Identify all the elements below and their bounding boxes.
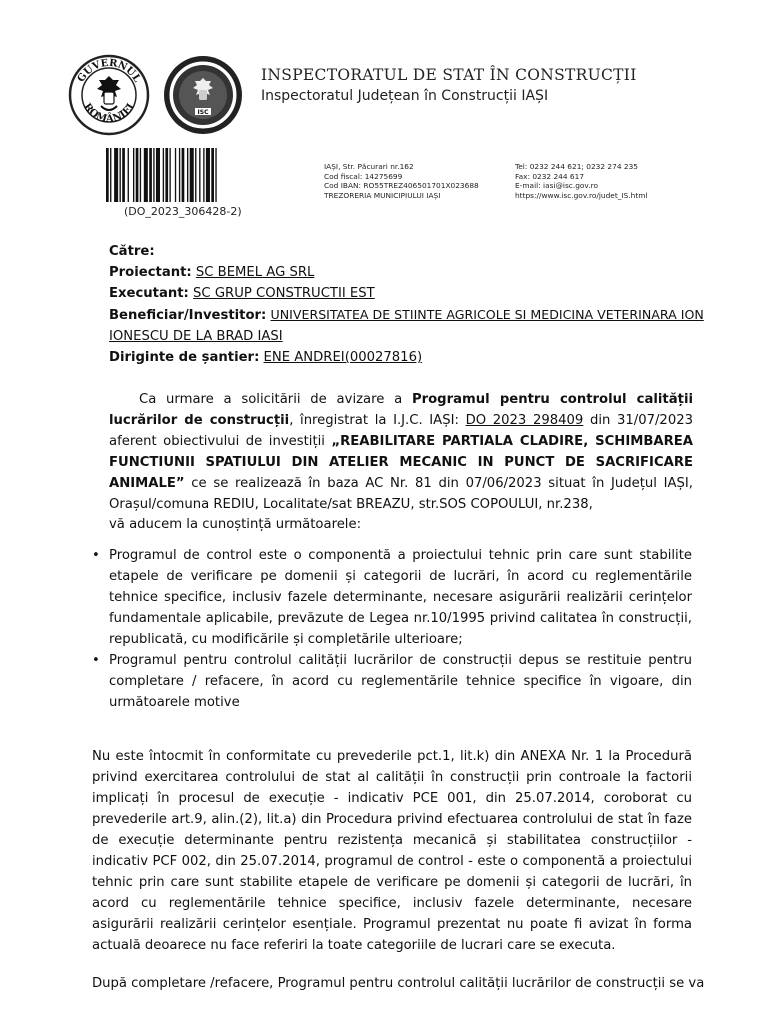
site-manager-label: Diriginte de șantier: (109, 350, 260, 365)
barcode-bar (169, 148, 170, 202)
bullet-item (92, 545, 692, 650)
barcode-bar (175, 148, 176, 202)
romanian-government-seal-icon (68, 54, 150, 136)
institution-title: INSPECTORATUL DE STAT ÎN CONSTRUCȚII (261, 66, 637, 84)
closing-line: După completare /refacere, Programul pentru controlul calității lucrărilor de construcții se va (92, 976, 705, 991)
barcode-bar (165, 148, 168, 202)
email-line: E-mail: iasi@isc.gov.ro (515, 181, 598, 191)
isc-seal-icon (162, 54, 244, 136)
svg-text:ISC: ISC (197, 109, 209, 116)
svg-text:GUVERNUL: GUVERNUL (75, 57, 143, 85)
barcode-bar (122, 148, 125, 202)
barcode-bar (110, 148, 111, 202)
barcode-bar (136, 148, 139, 202)
bullet-dot-icon: • (92, 548, 100, 563)
contact-address-block (324, 162, 479, 200)
site-manager-row (109, 347, 709, 368)
barcode-bar (179, 148, 180, 202)
barcode-bar (203, 148, 204, 202)
barcode-bar (133, 148, 134, 202)
treasury-line: TREZORERIA MUNICIPIULUI IAȘI (324, 190, 441, 200)
address-line: IAȘI, Str. Păcurari nr.162 (324, 162, 414, 171)
recipients-block (109, 241, 709, 368)
phone-line: Tel: 0232 244 621; 0232 274 235 (515, 162, 638, 171)
iban-line: Cod IBAN: RO55TREZ406501701X023688 (324, 181, 479, 191)
barcode-bar (114, 148, 118, 202)
designer-row (109, 262, 709, 283)
registration-number: DO 2023 298409 (465, 413, 584, 428)
barcode-bar (195, 148, 196, 202)
barcode-bar (106, 148, 109, 202)
barcode-bar (153, 148, 154, 202)
barcode-bar (215, 148, 216, 202)
svg-text:ROMÂNIEI: ROMÂNIEI (81, 101, 137, 125)
site-manager-value: ENE ANDREI(00027816) (263, 350, 423, 365)
barcode-bar (206, 148, 210, 202)
intro-paragraph (109, 389, 693, 515)
intro-closing: vă aducem la cunoștință următoarele: (109, 517, 362, 532)
document-number: (DO_2023_306428-2) (124, 205, 242, 218)
objective-title: „REABILITARE PARTIALA CLADIRE, SCHIMBAREA FUNCTIUNII SPATIULUI DIN ATELIER MECANIC IN PUNCT DE SACRIFICARE ANIMALE” (109, 434, 693, 491)
beneficiary-value-cont: IONESCU DE LA BRAD IASI (109, 329, 283, 344)
website-line: https://www.isc.gov.ro/judet_IS.html (515, 190, 648, 200)
contractor-row (109, 283, 709, 304)
bullet-text: Programul pentru controlul calității lucrărilor de construcții depus se restituie pentru completare / refacere, în acord cu reglementările tehnice specifice în vigoare, din următoarele motive (109, 653, 692, 710)
designer-value: SC BEMEL AG SRL (195, 265, 315, 280)
barcode-bar (199, 148, 200, 202)
barcode-icon (106, 148, 254, 202)
beneficiary-label: Beneficiar/Investitor: (109, 308, 267, 323)
barcode-bar (144, 148, 148, 202)
beneficiary-row-cont (109, 326, 709, 347)
bullet-item (92, 650, 692, 713)
designer-label: Proiectant: (109, 265, 192, 280)
barcode-bar (211, 148, 214, 202)
institution-subtitle: Inspectoratul Județean în Construcții IAȘI (261, 88, 549, 104)
barcode-bar (182, 148, 185, 202)
barcode-bar (120, 148, 121, 202)
intro-text-4: ce se realizează în baza AC Nr. 81 din 07/06/2023 situat în Județul IAȘI, Orașul/comuna REDIU, Localitate/sat BREAZU, str.SOS COPOULUI, nr.238, (109, 476, 693, 512)
beneficiary-value: UNIVERSITATEA DE STIINTE AGRICOLE SI MEDICINA VETERINARA ION (270, 307, 704, 322)
reason-paragraph: Nu este întocmit în conformitate cu prevederile pct.1, lit.k) din ANEXA Nr. 1 la Procedură privind exercitarea controlului de stat al calității în construcții prin controale la factorii implicați în procesul de execuție - indicativ PCE 001, din 25.07.2014, coroborat cu prevederile art.9, alin.(2), lit.a) din Procedura privind efectuarea controlului de stat în faze de execuție determinante pentru rezistența mecanică și stabilitatea construcțiilor - indicativ PCF 002, din 25.07.2014, programul de control - este o componentă a proiectului tehnic prin care sunt stabilite etapele de verificare pe domenii și categorii de lucrări, în acord cu reglementările tehnice specifice, inclusiv fazele determinante, necesare asigurării realizării cerințelor esențiale. Programul prezentat nu poate fi avizat în forma actuală deoarece nu face referiri la toate categoriile de lucrari care se executa. (92, 749, 692, 953)
fiscal-code-line: Cod fiscal: 14275699 (324, 171, 403, 181)
barcode-bar (187, 148, 188, 202)
barcode-bar (149, 148, 152, 202)
intro-text-2: , înregistrat la I.J.C. IAȘI: (289, 413, 466, 428)
beneficiary-row (109, 304, 709, 326)
barcode-bar (128, 148, 129, 202)
fax-line: Fax: 0232 244 617 (515, 171, 585, 181)
to-label: Către: (109, 244, 155, 259)
bullet-text: Programul de control este o componentă a proiectului tehnic prin care sunt stabilite etapele de verificare pe domenii și categorii de lucrări, în acord cu reglementările tehnice specifice, inclusiv fazele determinante, necesare asigurării realizării cerințelor fundamentale aplicabile, prevăzute de Legea nr.10/1995 privind calitatea în construcții, republicată, cu modificările și completările ulterioare; (109, 548, 692, 647)
barcode-bar (190, 148, 194, 202)
contractor-label: Executant: (109, 286, 189, 301)
contractor-value: SC GRUP CONSTRUCTII EST (193, 286, 375, 301)
barcode-bar (140, 148, 141, 202)
barcode-bar (156, 148, 160, 202)
contact-phone-block (515, 162, 648, 200)
barcode-bar (163, 148, 164, 202)
intro-text-1: Ca urmare a solicitării de avizare a (139, 392, 412, 407)
intro-text-3: din 31/07/2023 aferent obiectivului de investiții (109, 413, 693, 449)
program-title: Programul pentru controlul calității lucrărilor de construcții (109, 392, 693, 428)
bullet-list (92, 545, 692, 713)
bullet-dot-icon: • (92, 653, 100, 668)
